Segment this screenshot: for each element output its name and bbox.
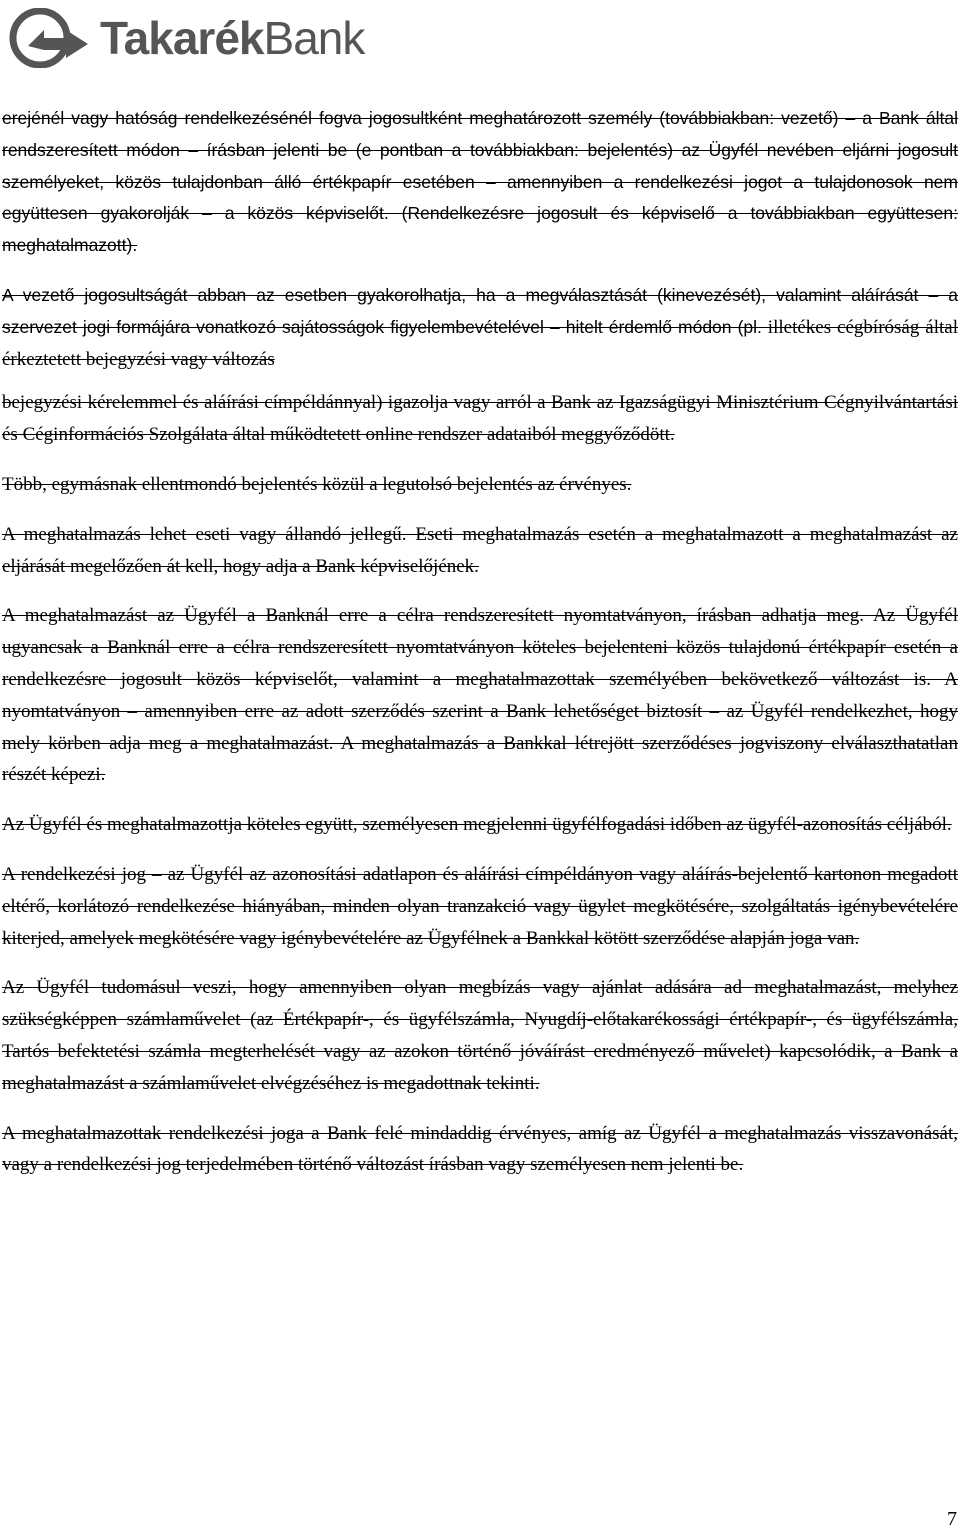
document-body [2,103,958,1199]
paragraph-vezeto-sans: A vezető jogosultságát abban az esetben gyakorolhatja, ha a megválasztását (kinevezését), valamint aláírását – a szervezet jogi formájára vonatkozó sajátosságok figyelembevételével – hitelt érdemlő módon (pl. [2,284,958,337]
paragraph-meghatalmazas-jelleg: A meghatalmazás lehet eseti vagy állandó jellegű. Eseti meghatalmazás esetén a meghatalmazott a meghatalmazást az eljárását megelőzően át kell, hogy adja a Bank képviselőjének. [2,523,958,577]
paragraph-tobb-bejelentes: Több, egymásnak ellentmondó bejelentés közül a legutolsó bejelentés az érvényes. [2,473,632,495]
page-number: 7 [947,1508,957,1530]
paragraph-vezeto [2,280,958,375]
paragraph-bejegyzes: bejegyzési kérelemmel és aláírási címpéldánnyal) igazolja vagy arról a Bank az Igazságügyi Minisztérium Cégnyilvántartási és Céginformációs Szolgálata által működtetett online rendszer adataiból meggyőződött. [2,392,958,446]
paragraph-rendelkezesi-jog: A rendelkezési jog – az Ügyfél az azonosítási adatlapon és aláírási címpéldányon vagy aláírás-bejelentő kartonon megadott eltérő, korlátozó rendelkezése hiányában, minden olyan tranzakció vagy ügylet megkötésére, szolgáltatás igénybevételére kiterjed, amelyek megkötésére vagy igénybevételére az Ügyfélnek a Bankkal kötött szerződése alapján joga van. [2,863,958,949]
paragraph-megjelenes: Az Ügyfél és meghatalmazottja köteles együtt, személyesen megjelenni ügyfélfogadási időben az ügyfél-azonosítás céljából. [2,814,952,836]
logo-wordmark [100,12,365,64]
logo-part-bank: Bank [263,12,365,64]
logo-part-takarek: Takarék [100,12,264,64]
paragraph-szamlamuvelet: Az Ügyfél tudomásul veszi, hogy amennyiben olyan megbízás vagy ajánlat adására ad meghatalmazást, melyhez szükségképpen számlaművelet (az Értékpapír-, és ügyfélszámla, Nyugdíj-előtakarékossági értékpapír-, és ügyfélszámla, Tartós befektetési számla megterhelését vagy az azokon történő jóváírást eredményező művelet) kapcsolódik, a Bank a meghatalmazást a számlaművelet elvégzéséhez is megadottnak tekinti. [2,977,958,1094]
paragraph-intro: erejénél vagy hatóság rendelkezésénél fogva jogosultként meghatározott személy (továbbiakban: vezető) – a Bank által rendszeresített módon – írásban jelenti be (e pontban a továbbiakban: bejelentés) az Ügyfél nevében eljárni jogosult személyeket, közös tulajdonban álló értékpapír esetében – amennyiben a rendelkezési jogot a tulajdonosok nem együttesen gyakorolják – a közös képviselőt. (Rendelkezésre jogosult és képviselő a továbbiakban együttesen: meghatalmazott). [2,108,958,256]
logo-arrow-icon [8,8,94,68]
bank-logo [8,8,364,68]
paragraph-ervenyesseg: A meghatalmazottak rendelkezési joga a Bank felé mindaddig érvényes, amíg az Ügyfél a meghatalmazás visszavonását, vagy a rendelkezési jog terjedelmében történő változást írásban vagy személyesen nem jelenti be. [2,1122,958,1176]
paragraph-nyomtatvany: A meghatalmazást az Ügyfél a Banknál erre a célra rendszeresített nyomtatványon, írásban adhatja meg. Az Ügyfél ugyancsak a Banknál erre a célra rendszeresített nyomtatványon köteles bejelenteni közös tulajdonú értékpapír esetén a rendelkezésre jogosult közös képviselőt, valamint a meghatalmazottak személyében bekövetkező változást is. A nyomtatványon – amennyiben erre az adott szerződés szerint a Bank lehetőséget biztosít – az Ügyfél rendelkezhet, hogy mely körben adja meg a meghatalmazást. A meghatalmazás a Bankkal létrejött szerződéses jogviszony elválaszthatatlan részét képezi. [2,605,958,786]
paragraph-vezeto-serif: illetékes cégbíróság által érkeztetett bejegyzési vagy változás [2,316,958,370]
